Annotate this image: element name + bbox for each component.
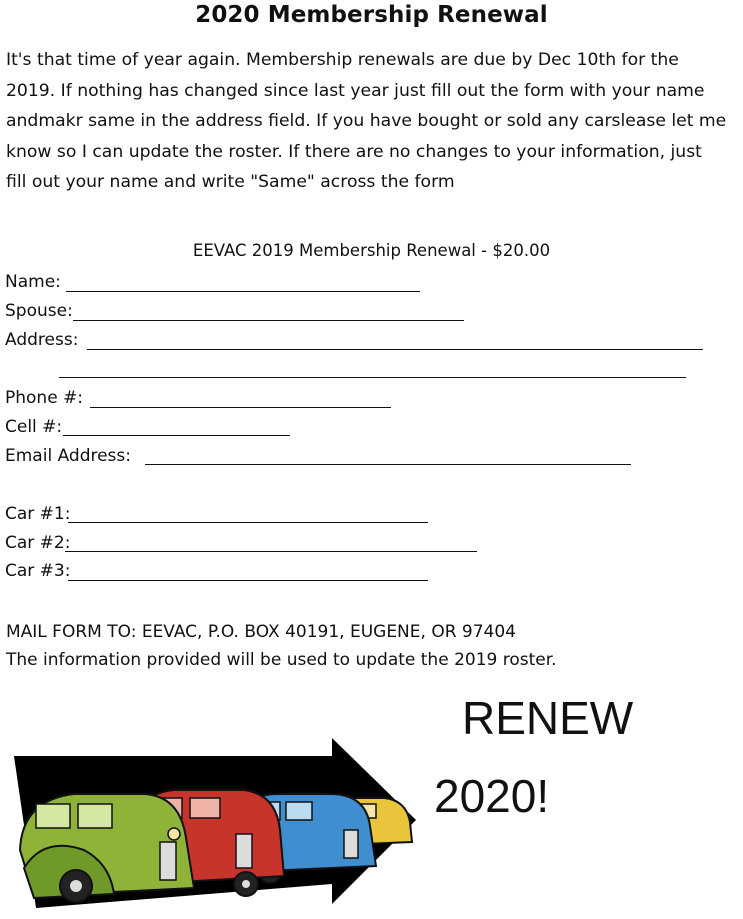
car3-label: Car #3: xyxy=(5,561,71,581)
renew-text: RENEW xyxy=(462,692,634,744)
car2-field-line[interactable] xyxy=(65,551,477,552)
mail-address-line: MAIL FORM TO: EEVAC, P.O. BOX 40191, EUGENE, OR 97404 xyxy=(6,622,516,642)
intro-line: 2019. If nothing has changed since last year just fill out the form with your name xyxy=(6,80,705,101)
email-label: Email Address: xyxy=(5,446,131,466)
roster-note-line: The information provided will be used to update the 2019 roster. xyxy=(6,650,557,670)
name-field-line[interactable] xyxy=(66,291,420,292)
car3-field-line[interactable] xyxy=(68,580,428,581)
phone-field-line[interactable] xyxy=(90,407,391,408)
cell-field-line[interactable] xyxy=(63,435,290,436)
mail-instructions xyxy=(6,618,557,674)
intro-line: It's that time of year again. Membership renewals are due by Dec 10th for the xyxy=(6,50,679,70)
cell-label: Cell #: xyxy=(5,417,63,437)
page-title: 2020 Membership Renewal xyxy=(195,2,548,28)
phone-label: Phone #: xyxy=(5,388,84,408)
spouse-label: Spouse: xyxy=(5,301,73,321)
intro-line: andmakr same in the address field. If you have bought or sold any carslease let me xyxy=(6,111,727,132)
form-heading: EEVAC 2019 Membership Renewal - $20.00 xyxy=(192,241,551,260)
intro-line: fill out your name and write "Same" across the form xyxy=(6,172,455,193)
address-label: Address: xyxy=(5,330,79,350)
car1-label: Car #1: xyxy=(5,504,71,524)
spouse-field-line[interactable] xyxy=(73,320,464,321)
renew-year-text: 2020! xyxy=(434,770,550,822)
name-label: Name: xyxy=(5,272,61,292)
arrow-cars-illustration xyxy=(14,738,424,913)
intro-paragraph xyxy=(6,45,741,198)
car1-field-line[interactable] xyxy=(68,522,428,523)
green-car-icon xyxy=(20,794,194,902)
car2-label: Car #2: xyxy=(5,533,71,553)
address-field-line-1[interactable] xyxy=(87,349,703,350)
intro-line: know so I can update the roster. If there are no changes to your information, just xyxy=(6,141,702,162)
address-field-line-2[interactable] xyxy=(59,377,686,378)
email-field-line[interactable] xyxy=(145,464,631,465)
